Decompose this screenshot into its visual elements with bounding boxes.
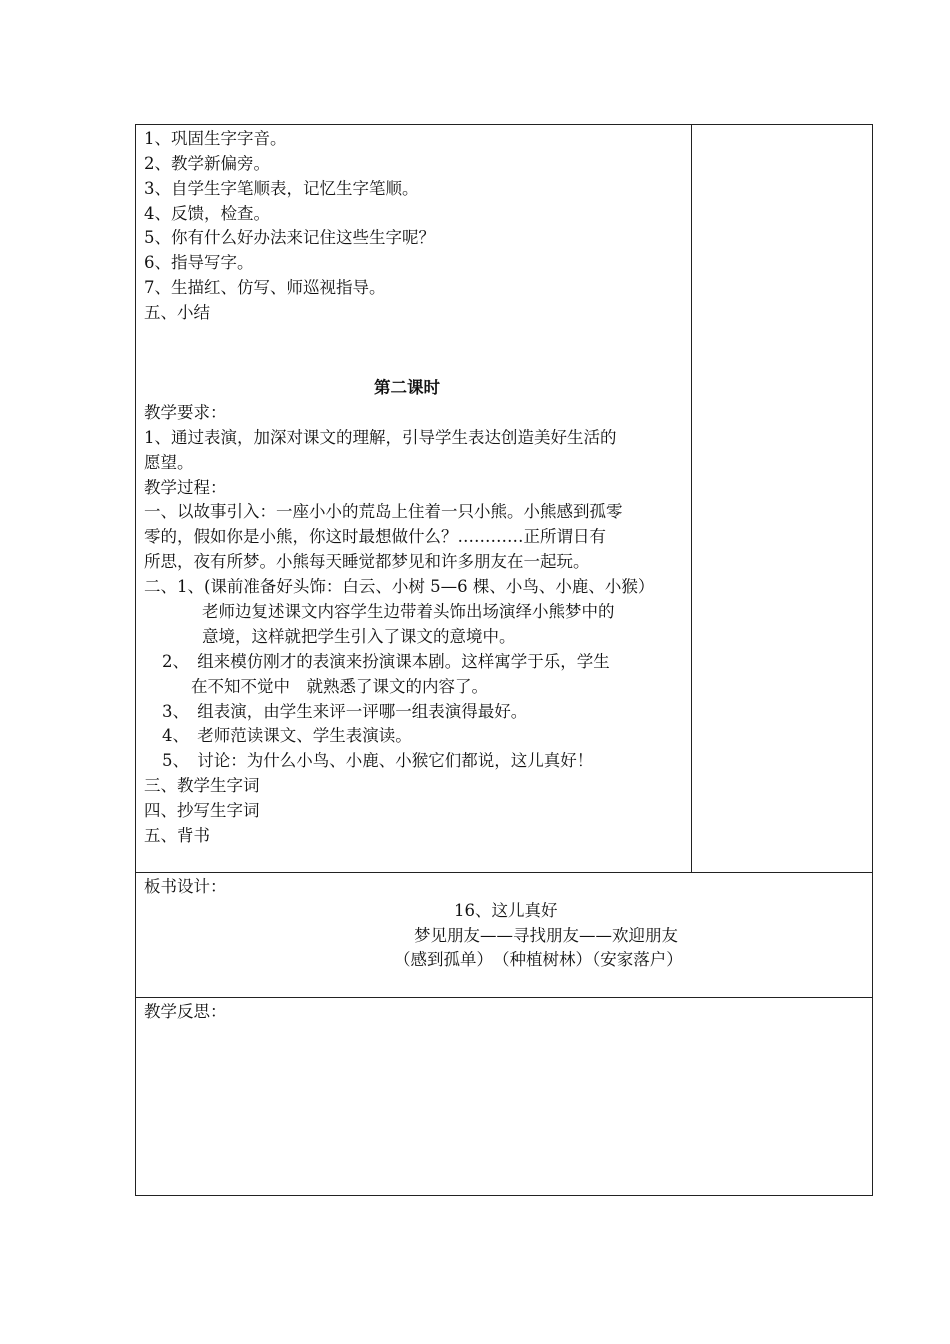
step-4: 4、反馈，检查。 [144,204,270,223]
process-2-line-2: 老师边复述课文内容学生边带着头饰出场演绎小熊梦中的 [202,602,615,621]
process-2-line-3: 意境，这样就把学生引入了课文的意境中。 [202,627,516,646]
board-design-label: 板书设计： [144,877,227,896]
process-label: 教学过程： [144,478,227,497]
step-7: 7、生描红、仿写、师巡视指导。 [144,278,386,297]
step-2: 2、教学新偏旁。 [144,154,270,173]
requirements-label: 教学要求： [144,403,227,422]
process-2-line-1: 二、1、(课前准备好头饰：白云、小树 5—6 棵、小鸟、小鹿、小猴） [144,577,655,596]
reflection-cell [136,998,872,1195]
process-1-line-3: 所思，夜有所梦。小熊每天睡觉都梦见和许多朋友在一起玩。 [144,552,590,571]
process-1-line-2: 零的，假如你是小熊，你这时最想做什么？…………正所谓日有 [144,527,606,546]
requirement-line-2: 愿望。 [144,453,194,472]
column-divider [691,125,692,872]
step-1: 1、巩固生字字音。 [144,129,287,148]
requirement-line-1: 1、通过表演，加深对课文的理解，引导学生表达创造美好生活的 [144,428,617,447]
step-6: 6、指导写字。 [144,253,254,272]
second-lesson-heading: 第二课时 [374,378,440,397]
process-2-5: 5、 讨论：为什么小鸟、小鹿、小猴它们都说，这儿真好！ [162,751,594,770]
process-4: 四、抄写生字词 [144,801,260,820]
board-notes: （感到孤单） （种植树林）（安家落户） [394,950,683,969]
board-design-cell [136,873,872,998]
process-1-line-1: 一、以故事引入：一座小小的荒岛上住着一只小熊。小熊感到孤零 [144,502,623,521]
process-2-3: 3、 组表演，由学生来评一评哪一组表演得最好。 [162,702,528,721]
board-flow: 梦见朋友——寻找朋友——欢迎朋友 [414,926,678,945]
summary-item: 五、小结 [144,303,210,322]
reflection-label: 教学反思： [144,1002,227,1021]
lesson-content-cell [136,125,872,873]
process-2-2-line-2: 在不知不觉中 就熟悉了课文的内容了。 [191,677,488,696]
lesson-plan-table [135,124,873,1196]
step-3: 3、自学生字笔顺表，记忆生字笔顺。 [144,179,419,198]
process-5: 五、背书 [144,826,210,845]
process-2-2-line-1: 2、 组来模仿刚才的表演来扮演课本剧。这样寓学于乐，学生 [162,652,610,671]
process-3: 三、教学生字词 [144,776,260,795]
process-2-4: 4、 老师范读课文、学生表演读。 [162,726,412,745]
board-title: 16、这儿真好 [454,901,558,920]
step-5: 5、你有什么好办法来记住这些生字呢？ [144,228,435,247]
